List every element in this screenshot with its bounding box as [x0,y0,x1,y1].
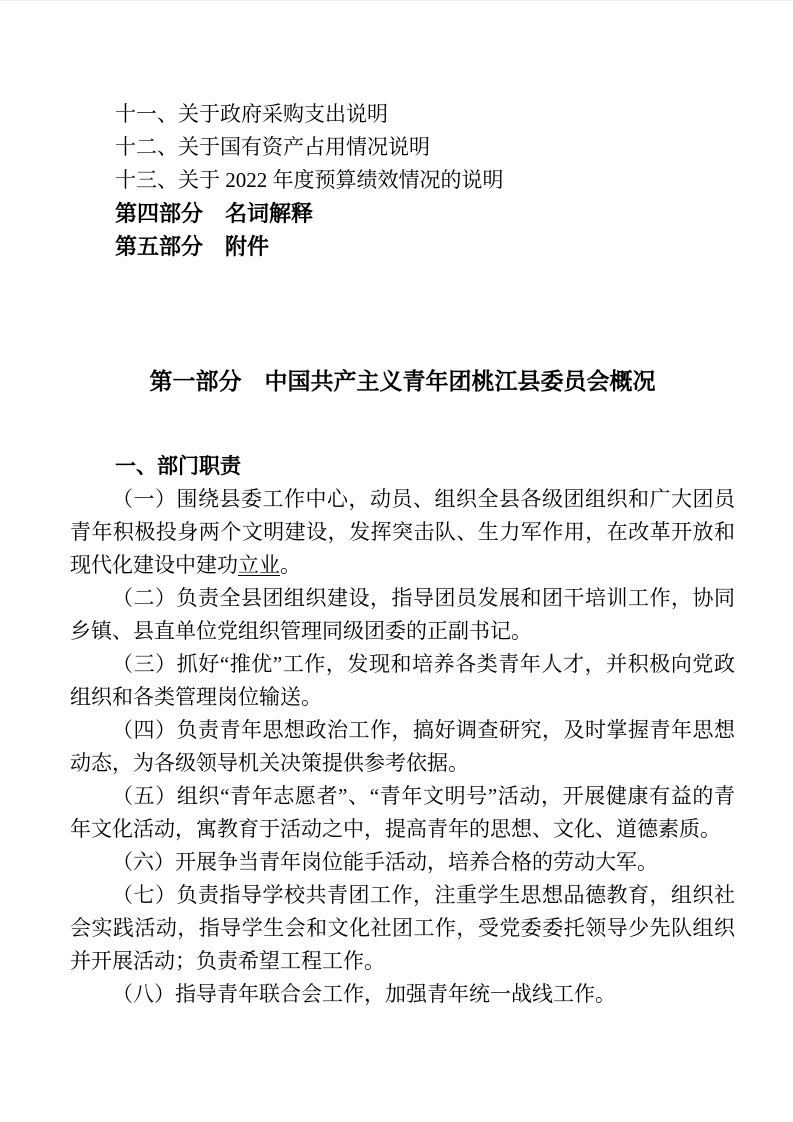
table-of-contents [70,98,735,263]
duty-paragraph-6: （六）开展争当青年岗位能手活动，培养合格的劳动大军。 [112,850,658,874]
duty-paragraph-7: （七）负责指导学校共青团工作，注重学生思想品德教育，组织社会实践活动，指导学生会和文化社团工作，受党委委托领导少先队组织并开展活动；负责希望工程工作。 [70,883,735,973]
duty-paragraph-1-period: 。 [280,553,301,577]
duty-paragraph-2: （二）负责全县团组织建设，指导团员发展和团干培训工作，协同乡镇、县直单位党组织管理同级团委的正副书记。 [70,586,735,643]
toc-part-5-heading: 第五部分 附件 [115,234,270,259]
toc-item-12: 十二、关于国有资产占用情况说明 [115,135,430,159]
underlined-phrase: 立业 [238,553,280,577]
toc-item-13: 十三、关于 2022 年度预算绩效情况的说明 [115,168,504,192]
duty-paragraph-8: （八）指导青年联合会工作，加强青年统一战线工作。 [112,982,616,1006]
duty-paragraph-5: （五）组织“青年志愿者”、“青年文明号”活动，开展健康有益的青年文化活动，寓教育于活动之中，提高青年的思想、文化、道德素质。 [70,784,735,841]
toc-part-4-heading: 第四部分 名词解释 [115,201,314,226]
duty-paragraph-4: （四）负责青年思想政治工作，搞好调查研究，及时掌握青年思想动态，为各级领导机关决策提供参考依据。 [70,718,735,775]
section-heading-department-duties: 一、部门职责 [115,455,241,478]
part1-title: 第一部分 中国共产主义青年团桃江县委员会概况 [149,368,656,394]
duty-paragraph-1 [70,483,735,582]
duty-paragraph-1-text: （一）围绕县委工作中心，动员、组织全县各级团组织和广大团员青年积极投身两个文明建设，发挥突击队、生力军作用，在改革开放和现代化建设中建功 [70,487,735,577]
document-content [70,98,735,1011]
toc-item-11: 十一、关于政府采购支出说明 [115,102,388,126]
duty-paragraph-3: （三）抓好“推优”工作，发现和培养各类青年人才，并积极向党政组织和各类管理岗位输送。 [70,652,735,709]
